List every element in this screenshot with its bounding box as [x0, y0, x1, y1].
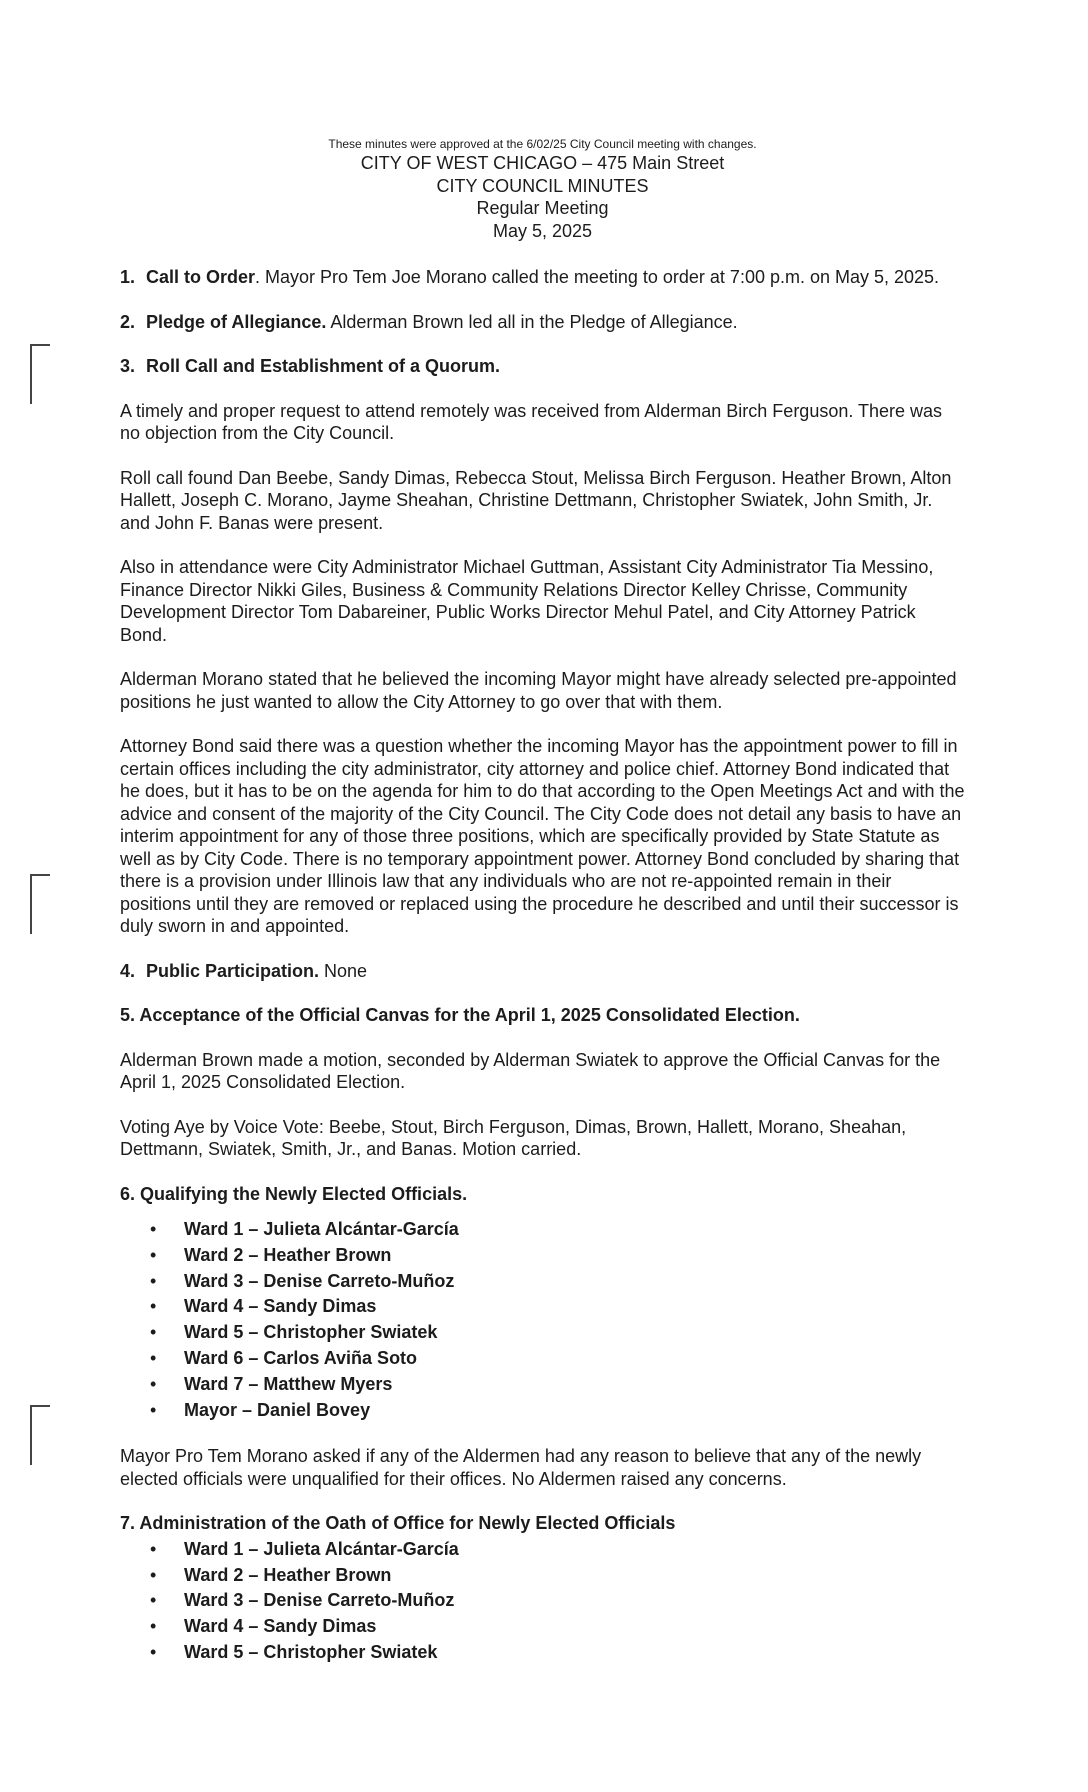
- list-item: • Ward 5 – Christopher Swiatek: [150, 1320, 965, 1346]
- list-item: • Mayor – Daniel Bovey: [150, 1398, 965, 1424]
- section-number: 1.: [120, 267, 136, 287]
- list-item: • Ward 2 – Heather Brown: [150, 1243, 965, 1269]
- document-header: [120, 137, 965, 242]
- section-text: None: [319, 960, 368, 981]
- section-title: Pledge of Allegiance.: [146, 311, 327, 332]
- list-item: • Ward 1 – Julieta Alcántar-García: [150, 1537, 965, 1563]
- bullet-icon: •: [150, 1244, 157, 1265]
- bullet-icon: •: [150, 1616, 157, 1637]
- section-number: 4.: [120, 960, 136, 981]
- list-item: • Ward 5 – Christopher Swiatek: [150, 1640, 965, 1666]
- qualifying-officials-list: [120, 1217, 965, 1423]
- staff-attendance-paragraph: Also in attendance were City Administrator Michael Guttman, Assistant City Administrator Tia Messino, Finance Director Nikki Giles, Business & Community Relations Director Kelley Chrisse, Community Development Director Tom Dabareiner, Public Works Director Mehul Patel, and City Attorney Patrick Bond.: [120, 557, 934, 645]
- bullet-icon: •: [150, 1219, 157, 1239]
- list-item: • Ward 1 – Julieta Alcántar-García: [150, 1217, 965, 1243]
- bullet-icon: •: [150, 1564, 157, 1585]
- list-item: • Ward 6 – Carlos Aviña Soto: [150, 1346, 965, 1372]
- section-pledge: [120, 311, 965, 334]
- section-title: Roll Call and Establishment of a Quorum.: [146, 356, 501, 376]
- section-call-to-order: [120, 266, 965, 289]
- section-number: 3.: [120, 356, 136, 376]
- bullet-icon: •: [150, 1270, 157, 1291]
- bullet-icon: •: [150, 1538, 157, 1559]
- section-text: . Mayor Pro Tem Joe Morano called the meeting to order at 7:00 p.m. on May 5, 2025.: [255, 267, 940, 287]
- attorney-bond-paragraph: Attorney Bond said there was a question whether the incoming Mayor has the appointment power to fill in certain offices including the city administrator, city attorney and police chief. Attorney Bond indicated that he does, but it has to be on the agenda for him to do that according to the Open Meetings Act and with the advice and consent of the majority of the City Council. The City Code does not detail any basis to have an interim appointment for any of those three positions, which are specifically provided by State Statute as well as by City Code. There is no temporary appointment power. Attorney Bond concluded by sharing that there is a provision under Illinois law that any individuals who are not re-appointed remain in their positions until they are removed or replaced using the procedure he described and until their successor is duly sworn in and appointed.: [120, 736, 965, 936]
- section-oath-heading: 7. Administration of the Oath of Office for Newly Elected Officials: [120, 1513, 676, 1534]
- margin-bracket-mark: [30, 874, 50, 934]
- meeting-date: May 5, 2025: [492, 220, 593, 241]
- remote-attendance-paragraph: A timely and proper request to attend remotely was received from Alderman Birch Ferguson. There was no objection from the City Council.: [120, 400, 943, 443]
- section-qualifying-heading: 6. Qualifying the Newly Elected Officials.: [120, 1183, 468, 1204]
- section-title: Call to Order: [146, 267, 256, 287]
- bullet-icon: •: [150, 1642, 157, 1663]
- list-item: • Ward 3 – Denise Carreto-Muñoz: [150, 1588, 965, 1614]
- bullet-icon: •: [150, 1347, 157, 1368]
- section-number: 2.: [120, 311, 136, 332]
- oath-officials-list: [120, 1537, 965, 1666]
- section-title: Public Participation.: [146, 960, 320, 981]
- canvas-motion-paragraph: Alderman Brown made a motion, seconded by Alderman Swiatek to approve the Official Canvas for the April 1, 2025 Consolidated Election.: [120, 1049, 941, 1092]
- bullet-icon: •: [150, 1590, 157, 1611]
- list-item: • Ward 3 – Denise Carreto-Muñoz: [150, 1269, 965, 1295]
- list-item: • Ward 7 – Matthew Myers: [150, 1372, 965, 1398]
- bullet-icon: •: [150, 1322, 157, 1343]
- list-item: • Ward 4 – Sandy Dimas: [150, 1294, 965, 1320]
- margin-bracket-mark: [30, 1405, 50, 1465]
- roll-call-paragraph: Roll call found Dan Beebe, Sandy Dimas, Rebecca Stout, Melissa Birch Ferguson. Heather Brown, Alton Hallett, Joseph C. Morano, Jayme Sheahan, Christine Dettmann, Christopher Swiatek, John Smith, Jr. and John F. Banas were present.: [120, 467, 952, 533]
- section-roll-call-heading: [120, 355, 965, 378]
- section-public-participation: [120, 960, 965, 983]
- bullet-icon: •: [150, 1373, 157, 1394]
- document-title: CITY COUNCIL MINUTES: [436, 175, 649, 196]
- bullet-icon: •: [150, 1296, 157, 1317]
- list-item: • Ward 4 – Sandy Dimas: [150, 1614, 965, 1640]
- approval-note: These minutes were approved at the 6/02/25 City Council meeting with changes.: [328, 137, 757, 151]
- city-address-line: CITY OF WEST CHICAGO – 475 Main Street: [360, 153, 725, 173]
- qualifying-question-paragraph: Mayor Pro Tem Morano asked if any of the Aldermen had any reason to believe that any of the newly elected officials were unqualified for their offices. No Aldermen raised any concerns.: [120, 1446, 922, 1489]
- meeting-type: Regular Meeting: [476, 198, 609, 218]
- canvas-vote-paragraph: Voting Aye by Voice Vote: Beebe, Stout, Birch Ferguson, Dimas, Brown, Hallett, Morano, Sheahan, Dettmann, Swiatek, Smith, Jr., and Banas. Motion carried.: [120, 1116, 907, 1159]
- minutes-body: [120, 266, 965, 1688]
- bullet-icon: •: [150, 1399, 157, 1420]
- section-text: Alderman Brown led all in the Pledge of Allegiance.: [326, 311, 738, 332]
- margin-bracket-mark: [30, 344, 50, 404]
- section-official-canvas-heading: 5. Acceptance of the Official Canvas for the April 1, 2025 Consolidated Election.: [120, 1005, 800, 1025]
- morano-statement-paragraph: Alderman Morano stated that he believed the incoming Mayor might have already selected pre-appointed positions he just wanted to allow the City Attorney to go over that with them.: [120, 669, 957, 712]
- list-item: • Ward 2 – Heather Brown: [150, 1563, 965, 1589]
